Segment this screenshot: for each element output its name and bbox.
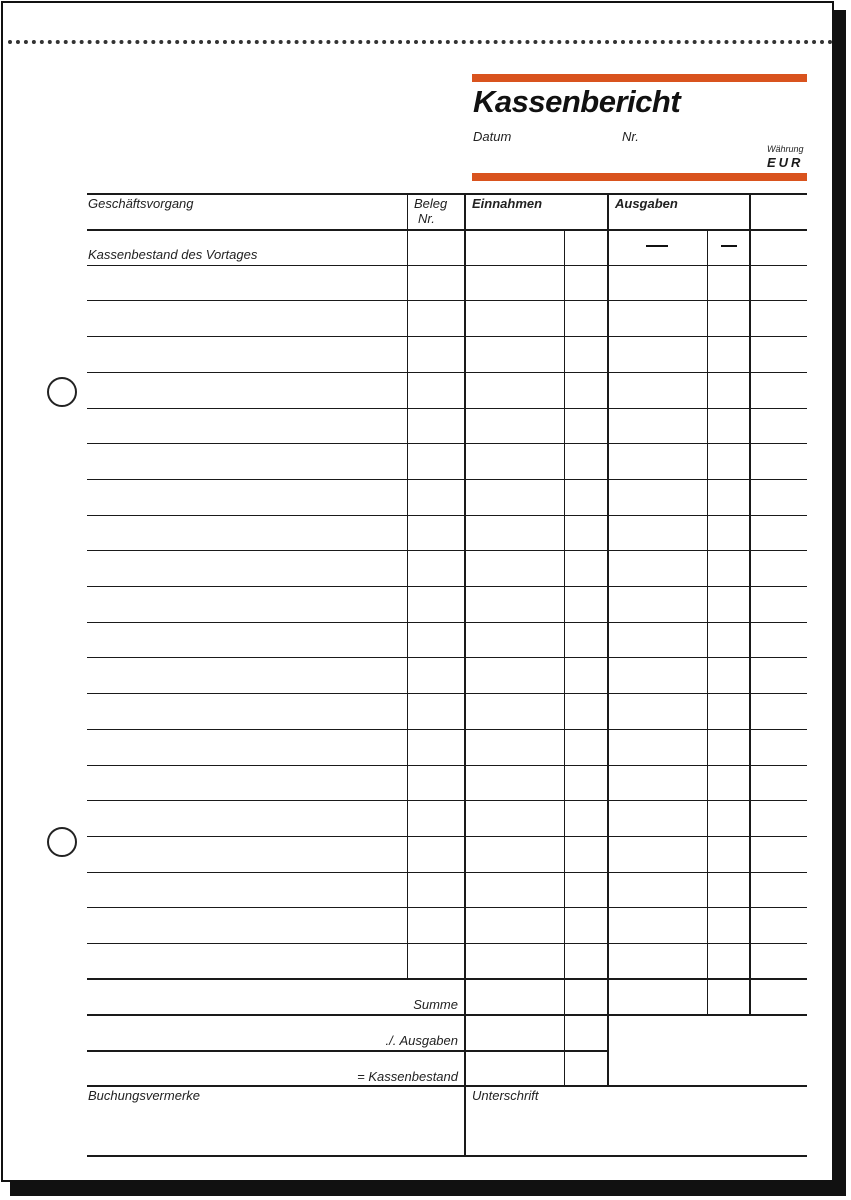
dash-ausgaben-main	[646, 245, 668, 247]
row-line	[87, 408, 807, 409]
nr-label: Nr.	[622, 129, 639, 144]
row-line	[87, 693, 807, 694]
footer-bottom-rule	[87, 1155, 807, 1157]
header-einnahmen: Einnahmen	[472, 196, 543, 211]
ausgaben-bottom-rule	[87, 1050, 607, 1052]
totals-bottom-rule	[87, 1085, 807, 1087]
label-summe: Summe	[413, 997, 458, 1012]
row-kassenbestand-vortag: Kassenbestand des Vortages	[88, 247, 258, 262]
rows-bottom-rule	[87, 978, 807, 980]
einnahmen-cents-divider	[564, 229, 565, 1085]
row-line	[87, 372, 807, 373]
row-line	[87, 943, 807, 944]
row-line	[87, 657, 807, 658]
header-accent-bar-bottom	[472, 173, 807, 181]
einnahmen-col-left	[464, 193, 466, 1014]
row-line	[87, 336, 807, 337]
table-top-rule	[87, 193, 807, 195]
ausgaben-cents-divider	[707, 229, 708, 1014]
header-geschaeftsvorgang: Geschäftsvorgang	[88, 196, 194, 211]
row-line	[87, 550, 807, 551]
header-beleg: Beleg	[414, 196, 448, 211]
punch-hole-top	[47, 377, 77, 407]
row-line	[87, 907, 807, 908]
ausgaben-col-left	[607, 193, 609, 1085]
label-unterschrift: Unterschrift	[472, 1088, 539, 1103]
row-line	[87, 443, 807, 444]
footer-divider	[464, 1085, 466, 1155]
beleg-col-left	[407, 193, 408, 978]
totals-einnahmen-left	[464, 1014, 466, 1085]
label-buchungsvermerke: Buchungsvermerke	[88, 1088, 200, 1103]
label-kassenbestand: = Kassenbestand	[357, 1069, 458, 1084]
row-line	[87, 729, 807, 730]
row-line	[87, 515, 807, 516]
header-beleg-nr: Nr.	[418, 211, 435, 226]
row-line	[87, 586, 807, 587]
header-ausgaben: Ausgaben	[615, 196, 678, 211]
form-title: Kassenbericht	[473, 84, 681, 119]
row-line	[87, 836, 807, 837]
label-minus-ausgaben: ./. Ausgaben	[385, 1033, 458, 1048]
row-line	[87, 765, 807, 766]
ausgaben-col-right	[749, 193, 751, 1014]
row-line	[87, 300, 807, 301]
datum-label: Datum	[473, 129, 512, 144]
row-line	[87, 622, 807, 623]
header-accent-bar-top	[472, 74, 807, 82]
currency-value: EUR	[767, 155, 804, 170]
summe-bottom-rule	[87, 1014, 807, 1016]
row-line	[87, 872, 807, 873]
row-line	[87, 800, 807, 801]
header-bottom-rule	[87, 229, 807, 231]
dash-ausgaben-cents	[721, 245, 737, 247]
punch-hole-bottom	[47, 827, 77, 857]
row-line	[87, 265, 807, 266]
waehrung-label: Währung	[767, 144, 804, 154]
row-line	[87, 479, 807, 480]
perforation-line	[8, 40, 833, 44]
